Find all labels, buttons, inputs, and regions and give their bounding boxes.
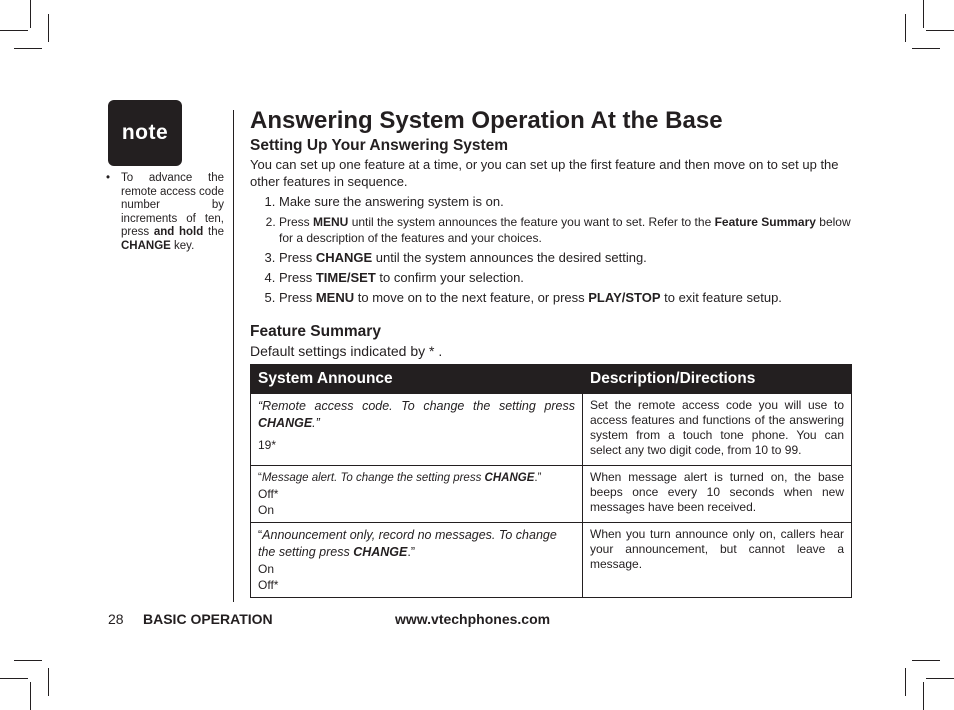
option-value: Off* — [258, 487, 279, 501]
announce-part: .” — [534, 472, 542, 484]
step-key: Feature Summary — [714, 215, 816, 229]
note-text-bold: CHANGE — [121, 239, 171, 252]
announce-part: .” — [312, 416, 320, 430]
column-header: Description/Directions — [583, 365, 852, 394]
note-body — [106, 172, 224, 254]
step-text: Make sure the answering system is on. — [279, 194, 504, 209]
announce-part: “ — [258, 472, 262, 484]
website-label: www.vtechphones.com — [395, 611, 551, 627]
crop-mark — [14, 48, 42, 49]
table-row — [251, 466, 852, 523]
crop-mark — [30, 682, 31, 710]
announce-part: “Remote access code. To change the setting press — [258, 399, 575, 413]
setup-heading: Setting Up Your Answering System — [250, 137, 509, 154]
crop-mark — [926, 30, 954, 31]
crop-mark — [48, 668, 49, 696]
description-cell: When message alert is turned on, the base beeps once every 10 seconds when new messages have been received. — [583, 466, 852, 523]
section-label: BASIC OPERATION — [143, 611, 273, 627]
step-key: MENU — [315, 290, 355, 305]
step-text: until the system announces the feature you want to set. Refer to the — [348, 215, 715, 229]
note-badge-label: note — [121, 121, 169, 144]
list-item — [279, 290, 852, 306]
step-text: Press — [279, 290, 316, 305]
step-text: Press — [279, 215, 314, 229]
step-text: below for a description of the features and your choices. — [279, 215, 851, 245]
announce-cell — [251, 394, 583, 466]
note-badge — [108, 100, 182, 166]
table-row — [251, 394, 852, 466]
list-item — [279, 250, 852, 266]
step-text: to exit feature setup. — [660, 290, 782, 305]
announce-text — [258, 470, 575, 486]
column-header: System Announce — [251, 365, 583, 394]
page-number: 28 — [108, 611, 124, 627]
vertical-divider — [233, 110, 234, 602]
setup-intro: You can set up one feature at a time, or you can set up the first feature and then move on to set up the other features in sequence. — [250, 157, 839, 189]
crop-mark — [923, 0, 924, 28]
list-item — [279, 194, 852, 210]
table-row — [251, 523, 852, 598]
feature-summary-table — [250, 364, 852, 598]
announce-part: .” — [407, 545, 416, 559]
step-key: PLAY/STOP — [588, 290, 661, 305]
step-key: CHANGE — [315, 250, 373, 265]
note-text — [106, 172, 224, 254]
announce-key: CHANGE — [353, 545, 408, 559]
option-value: 19* — [258, 438, 277, 452]
option-value: Off* — [258, 578, 279, 592]
note-text-part: To advance the remote access code number by increments of ten, press — [121, 172, 224, 239]
announce-cell — [251, 466, 583, 523]
page-title: Answering System Operation At the Base — [250, 107, 723, 134]
crop-mark — [905, 14, 906, 42]
note-text-part: key. — [170, 239, 195, 252]
crop-mark — [923, 682, 924, 710]
crop-mark — [0, 30, 28, 31]
note-text-part: the — [203, 226, 224, 239]
step-key: TIME/SET — [315, 270, 376, 285]
feature-summary-heading: Feature Summary — [250, 323, 381, 340]
step-text: to confirm your selection. — [375, 270, 524, 285]
announce-part: Message alert. To change the setting press — [261, 472, 485, 484]
step-text: Press — [279, 250, 316, 265]
crop-mark — [905, 668, 906, 696]
option-value: On — [258, 562, 275, 576]
list-item — [279, 214, 852, 246]
list-item — [279, 270, 852, 286]
table-header-row — [251, 365, 852, 394]
crop-mark — [14, 660, 42, 661]
bullet-icon: • — [106, 172, 111, 184]
announce-text — [258, 398, 575, 432]
description-cell: When you turn announce only on, callers hear your announcement, but cannot leave a message. — [583, 523, 852, 598]
main-content — [250, 106, 852, 598]
step-text: to move on to the next feature, or press — [354, 290, 589, 305]
crop-mark — [30, 0, 31, 28]
announce-cell — [251, 523, 583, 598]
description-cell: Set the remote access code you will use to access features and functions of the answering system from a touch tone phone. You can select any two digit code, from 10 to 99. — [583, 394, 852, 466]
crop-mark — [912, 660, 940, 661]
crop-mark — [48, 14, 49, 42]
crop-mark — [912, 48, 940, 49]
step-text: until the system announces the desired setting. — [372, 250, 647, 265]
note-text-bold: and hold — [153, 226, 204, 239]
announce-key: CHANGE — [258, 416, 313, 430]
announce-part: Announcement only, record no messages. To change the setting press — [258, 528, 557, 559]
step-key: MENU — [313, 215, 349, 229]
crop-mark — [926, 678, 954, 679]
default-settings-note: Default settings indicated by * . — [250, 343, 443, 359]
announce-key: CHANGE — [484, 472, 535, 484]
announce-text — [258, 527, 575, 561]
step-text: Press — [279, 270, 316, 285]
setup-steps — [250, 194, 852, 306]
option-value: On — [258, 503, 275, 517]
crop-mark — [0, 678, 28, 679]
announce-part: “ — [258, 528, 263, 542]
